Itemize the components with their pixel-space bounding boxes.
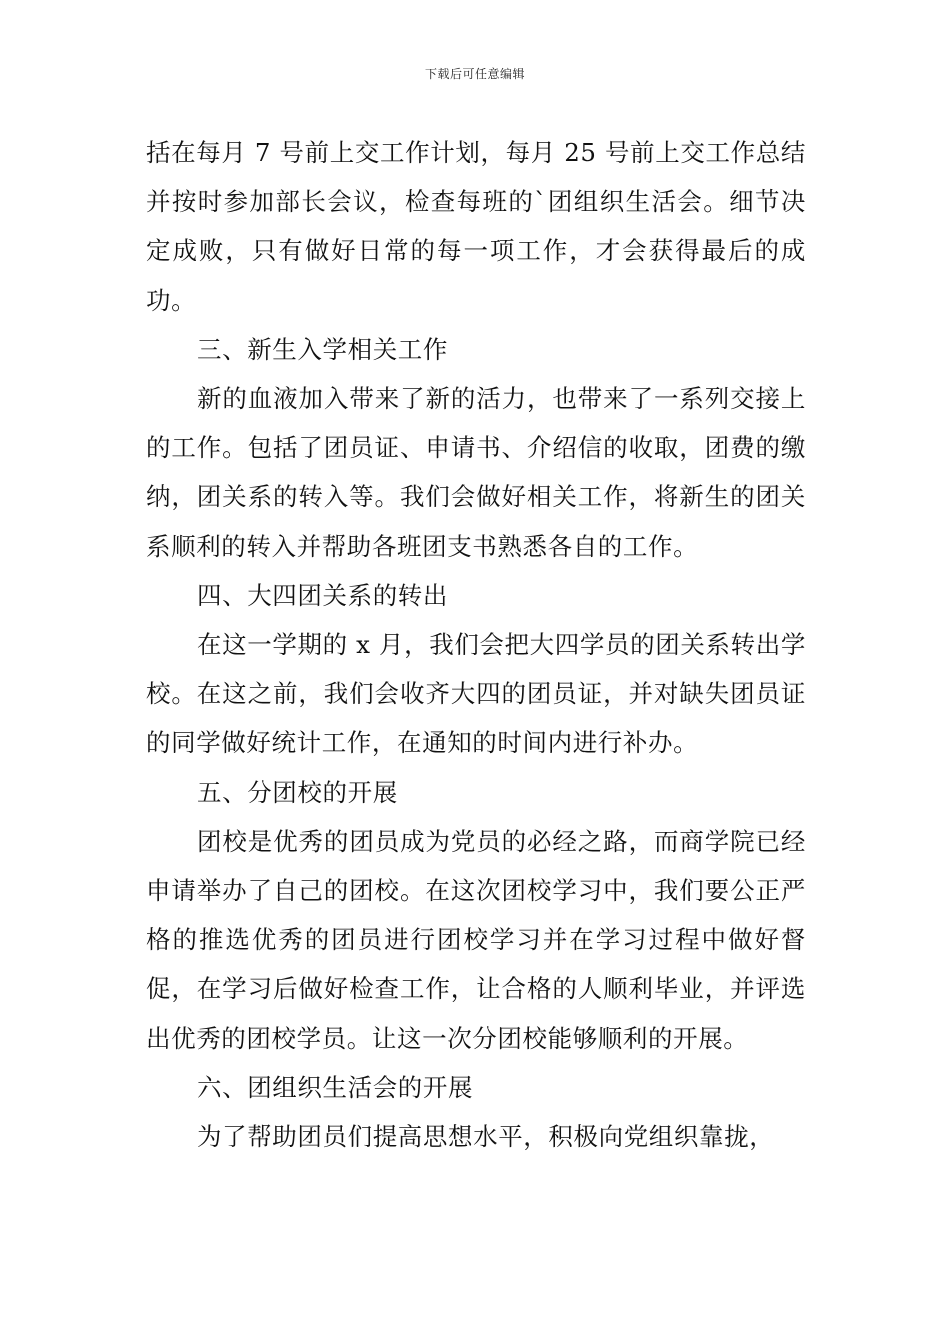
section-heading-3: 三、新生入学相关工作 bbox=[197, 334, 448, 364]
paragraph-section-3: 新的血液加入带来了新的活力，也带来了一系列交接上的工作。包括了团员证、申请书、介绍信的收取，团费的缴纳，团关系的转入等。我们会做好相关工作，将新生的团关系顺利的转入并帮助各班团支书熟悉各自的工作。 bbox=[146, 384, 806, 561]
paragraph-section-6: 为了帮助团员们提高思想水平，积极向党组织靠拢， bbox=[197, 1122, 775, 1152]
paragraph-section-4: 在这一学期的 x 月，我们会把大四学员的团关系转出学校。在这之前，我们会收齐大四的团员证，并对缺失团员证的同学做好统计工作，在通知的时间内进行补办。 bbox=[146, 630, 806, 758]
document-body bbox=[146, 128, 806, 1161]
page-header: 下载后可任意编辑 bbox=[424, 67, 525, 81]
paragraph-section-5: 团校是优秀的团员成为党员的必经之路，而商学院已经申请举办了自己的团校。在这次团校学习中，我们要公正严格的推选优秀的团员进行团校学习并在学习过程中做好督促，在学习后做好检查工作，让合格的人顺利毕业，并评选出优秀的团校学员。让这一次分团校能够顺利的开展。 bbox=[146, 826, 806, 1053]
section-heading-4: 四、大四团关系的转出 bbox=[197, 580, 448, 610]
section-heading-6: 六、团组织生活会的开展 bbox=[197, 1072, 474, 1102]
paragraph-continuation: 括在每月 7 号前上交工作计划，每月 25 号前上交工作总结并按时参加部长会议，检查每班的`团组织生活会。细节决定成败，只有做好日常的每一项工作，才会获得最后的成功。 bbox=[146, 138, 806, 315]
section-heading-5: 五、分团校的开展 bbox=[197, 777, 398, 807]
